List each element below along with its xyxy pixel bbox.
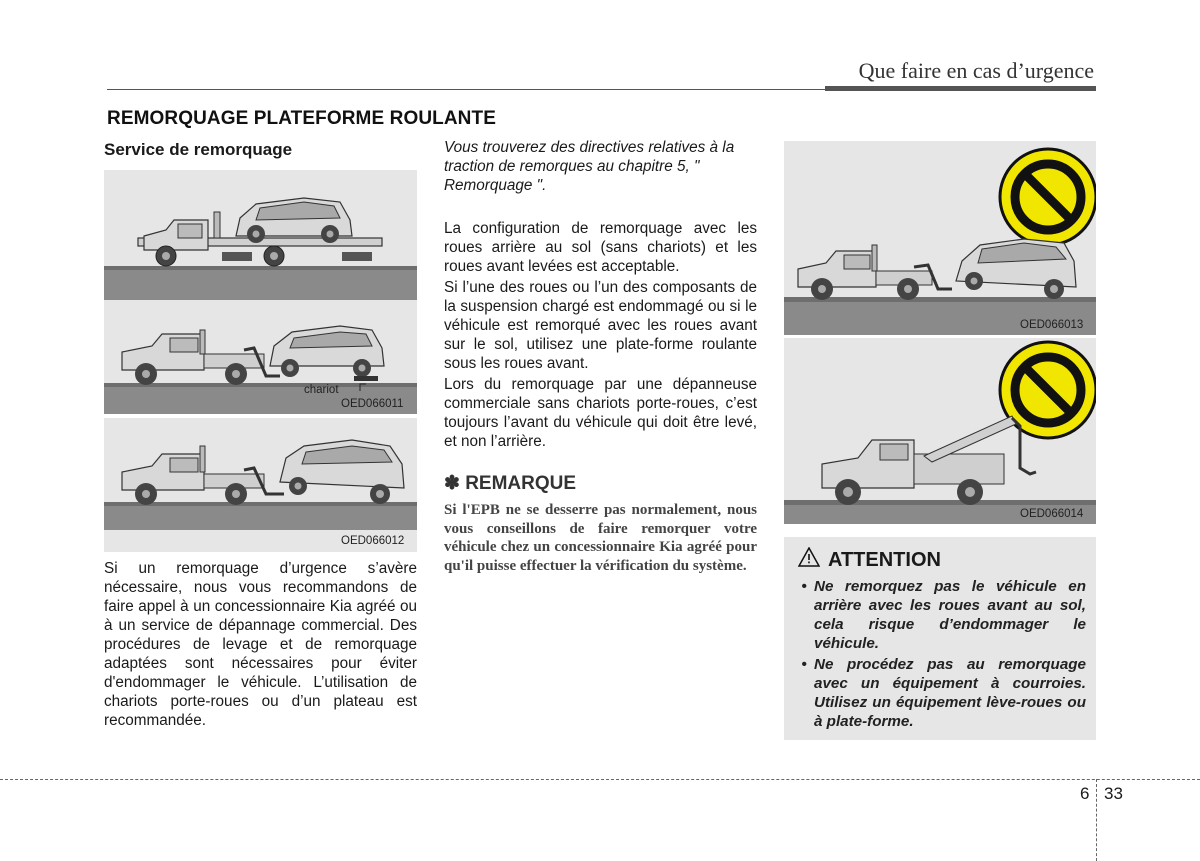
column-left-text bbox=[104, 559, 417, 730]
bullet: • bbox=[801, 656, 807, 673]
figure-prohibited-front-on-ground bbox=[784, 141, 1096, 335]
attention-item-text: Ne procédez pas au remorquage avec un équipement à courroies. Utilisez un équipement lève-roues ou à plate-forme. bbox=[814, 656, 1086, 730]
figure-label-chariot: chariot bbox=[304, 384, 339, 396]
bullet: • bbox=[801, 578, 807, 595]
list-item bbox=[794, 577, 1086, 653]
paragraph: La configuration de remorquage avec les roues arrière au sol (sans chariots) et les roues avant levées est acceptable. bbox=[444, 220, 757, 275]
figure-code: OED066014 bbox=[1020, 508, 1084, 520]
column-left bbox=[104, 138, 417, 160]
figure-code: OED066012 bbox=[341, 535, 405, 547]
remark-body: Si l'EPB ne se desserre pas normalement, nous vous conseillons de faire remorquer votre véhicule chez un concessionnaire Kia agréé pour qu'il puisse effectuer la vérification du système. bbox=[444, 502, 757, 574]
paragraph: Lors du remorquage par une dépanneuse commerciale sans chariots porte-roues, c’est toujours l’avant du véhicule qui doit être levé, et non l’arrière. bbox=[444, 376, 757, 450]
attention-list bbox=[794, 577, 1086, 731]
attention-item-text: Ne remorquez pas le véhicule en arrière avec les roues avant au sol, cela risque d’endommager le véhicule. bbox=[814, 578, 1086, 652]
figure-code: OED066011 bbox=[341, 398, 404, 410]
page-number: 33 bbox=[1104, 784, 1123, 803]
figure-prohibited-sling bbox=[784, 338, 1096, 524]
figure-flatbed-and-dolly bbox=[104, 170, 417, 414]
footer-divider bbox=[1096, 779, 1097, 861]
running-header: Que faire en cas d’urgence bbox=[858, 58, 1094, 83]
header-rule-accent bbox=[825, 86, 1096, 91]
chapter-number: 6 bbox=[1080, 784, 1090, 803]
header-rule bbox=[107, 89, 827, 90]
figure-wheel-lift bbox=[104, 418, 417, 552]
section-title: REMORQUAGE PLATEFORME ROULANTE bbox=[107, 108, 496, 129]
attention-header bbox=[798, 547, 1086, 573]
attention-title: ATTENTION bbox=[828, 548, 941, 571]
warning-triangle-icon bbox=[798, 547, 820, 573]
sub-heading: Service de remorquage bbox=[104, 140, 293, 159]
figure-code: OED066013 bbox=[1020, 319, 1084, 331]
italic-note: Vous trouverez des directives relatives à la traction de remorques au chapitre 5, " Remorquage ". bbox=[444, 139, 735, 194]
list-item bbox=[794, 655, 1086, 731]
footer-rule bbox=[0, 779, 1200, 780]
column-middle bbox=[444, 138, 757, 575]
paragraph: Si un remorquage d’urgence s’avère nécessaire, nous vous recommandons de faire appel à un concessionnaire Kia agréé ou à un service de dépannage commercial. Des procédures de levage et de remorquage adaptées sont nécessaires pour éviter d'endommager le véhicule. L’utilisation de chariots porte-roues ou d’un plateau est recommandée. bbox=[104, 560, 417, 729]
paragraph: Si l’une des roues ou l’un des composants de la suspension chargé est endommagé ou si le véhicule est remorqué avec les roues avant sur le sol, utilisez une plate-forme roulante sous les roues avant. bbox=[444, 279, 757, 372]
remark-title: ✽ REMARQUE bbox=[444, 473, 577, 494]
attention-box bbox=[784, 537, 1096, 740]
